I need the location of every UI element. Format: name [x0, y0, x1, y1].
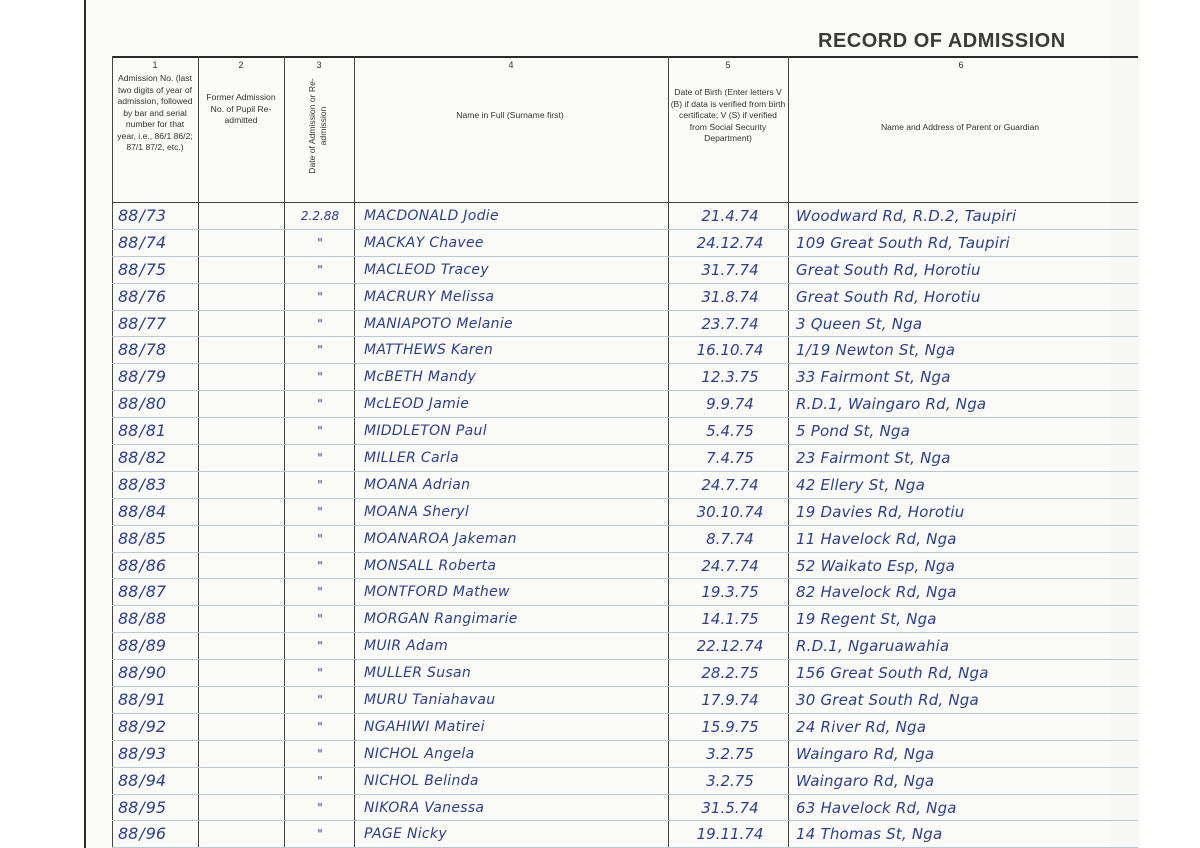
pupil-name: MUIR Adam [364, 638, 449, 655]
table-row [112, 203, 1138, 230]
admission-number [118, 207, 194, 225]
guardian-address: R.D.1, Ngaruawahia [796, 637, 950, 656]
admission-separator: / [139, 528, 145, 548]
admission-date: " [317, 504, 323, 519]
admission-year: 88 [118, 206, 139, 225]
guardian-address: Great South Rd, Horotiu [796, 260, 981, 279]
guardian-address: 19 Davies Rd, Horotiu [796, 502, 965, 521]
admission-number [118, 799, 194, 817]
pupil-name: MANIAPOTO Melanie [364, 315, 513, 332]
admission-year: 88 [118, 501, 139, 521]
column-number-4: 4 [508, 60, 514, 70]
date-of-birth: 31.7.74 [701, 260, 759, 279]
admission-number [118, 718, 194, 736]
pupil-name: MURU Taniahavau [364, 692, 496, 709]
admission-serial: 86 [145, 555, 167, 575]
date-of-birth: 31.5.74 [701, 798, 759, 817]
pupil-name: MONTFORD Mathew [364, 584, 510, 601]
admission-year: 88 [118, 421, 139, 441]
admission-year: 88 [118, 448, 139, 468]
admission-number [118, 368, 194, 386]
guardian-address: 156 Great South Rd, Nga [796, 664, 989, 683]
table-row [112, 418, 1138, 445]
admission-serial: 88 [145, 609, 167, 629]
admission-serial: 78 [145, 340, 167, 360]
admission-year: 88 [118, 313, 139, 333]
admission-date: " [317, 719, 323, 734]
admission-number [118, 691, 194, 709]
admission-number [118, 772, 194, 790]
guardian-address: 24 River Rd, Nga [796, 717, 927, 736]
admission-serial: 84 [145, 501, 167, 521]
admission-date: " [317, 477, 323, 492]
date-of-birth: 5.4.75 [706, 422, 754, 441]
admission-year: 88 [118, 636, 139, 656]
table-row [112, 606, 1138, 633]
admission-number [118, 234, 194, 252]
column-number-2: 2 [238, 60, 244, 70]
table-row [112, 499, 1138, 526]
pupil-name: NICHOL Angela [364, 745, 475, 762]
guardian-address: Great South Rd, Horotiu [796, 287, 981, 306]
admission-rows [112, 203, 1138, 848]
admission-serial: 75 [145, 259, 167, 279]
admission-year: 88 [118, 609, 139, 629]
admission-year: 88 [118, 340, 139, 360]
table-row [112, 741, 1138, 768]
admission-serial: 83 [145, 474, 167, 494]
admission-number [118, 315, 194, 333]
admission-separator: / [139, 286, 145, 306]
admission-year: 88 [118, 797, 139, 817]
admission-date: " [317, 800, 323, 815]
admission-separator: / [139, 474, 145, 494]
guardian-address: 5 Pond St, Nga [796, 422, 911, 441]
table-row [112, 687, 1138, 714]
pupil-name: McBETH Mandy [364, 369, 477, 386]
admission-separator: / [139, 743, 145, 763]
table-row [112, 579, 1138, 606]
admission-date: 2.2.88 [300, 209, 340, 223]
date-of-birth: 16.10.74 [696, 341, 764, 360]
admission-number [118, 664, 194, 682]
date-of-birth: 12.3.75 [701, 368, 759, 387]
guardian-address: Waingaro Rd, Nga [796, 744, 935, 763]
admission-number [118, 288, 194, 306]
guardian-address: 82 Havelock Rd, Nga [796, 583, 957, 602]
pupil-name: MOANA Sheryl [364, 503, 470, 520]
table-row [112, 445, 1138, 472]
table-row [112, 391, 1138, 418]
admission-number [118, 637, 194, 655]
admission-date: " [317, 558, 323, 573]
guardian-address: R.D.1, Waingaro Rd, Nga [796, 395, 987, 414]
admission-year: 88 [118, 663, 139, 683]
admission-date: " [317, 612, 323, 627]
admission-number [118, 557, 194, 575]
admission-date: " [317, 451, 323, 466]
admission-serial: 76 [145, 286, 167, 306]
admission-year: 88 [118, 286, 139, 306]
guardian-address: 42 Ellery St, Nga [796, 475, 925, 494]
date-of-birth: 30.10.74 [696, 502, 764, 521]
admission-date: " [317, 235, 323, 250]
table-row [112, 311, 1138, 338]
admission-year: 88 [118, 824, 139, 844]
admission-date: " [317, 316, 323, 331]
table-row [112, 364, 1138, 391]
admission-separator: / [139, 206, 145, 225]
admission-number [118, 745, 194, 763]
header-former-admission: Former Admission No. of Pupil Re-admitted [206, 92, 276, 125]
admission-date: " [317, 397, 323, 412]
table-row [112, 553, 1138, 580]
admission-number [118, 825, 194, 843]
pupil-name: NICHOL Belinda [364, 772, 479, 789]
admission-date: " [317, 773, 323, 788]
admission-year: 88 [118, 770, 139, 790]
date-of-birth: 14.1.75 [701, 610, 759, 629]
guardian-address: 19 Regent St, Nga [796, 610, 937, 629]
admission-serial: 93 [145, 743, 167, 763]
table-row [112, 660, 1138, 687]
admission-serial: 95 [145, 797, 167, 817]
guardian-address: 3 Queen St, Nga [796, 314, 923, 333]
admission-separator: / [139, 313, 145, 333]
date-of-birth: 24.7.74 [701, 475, 759, 494]
pupil-name: MOANAROA Jakeman [364, 530, 517, 547]
table-row [112, 257, 1138, 284]
admission-separator: / [139, 636, 145, 656]
admission-year: 88 [118, 232, 139, 252]
admission-serial: 85 [145, 528, 167, 548]
admission-separator: / [139, 663, 145, 683]
admission-serial: 82 [145, 448, 167, 468]
table-row [112, 633, 1138, 660]
date-of-birth: 19.11.74 [696, 825, 764, 844]
admission-date: " [317, 666, 323, 681]
admission-separator: / [139, 555, 145, 575]
table-row [112, 337, 1138, 364]
admission-separator: / [139, 770, 145, 790]
admission-serial: 90 [145, 663, 167, 683]
admission-year: 88 [118, 528, 139, 548]
page-title: RECORD OF ADMISSION [818, 30, 1066, 52]
column-number-3: 3 [316, 60, 322, 70]
column-number-5: 5 [725, 60, 731, 70]
guardian-address: 30 Great South Rd, Nga [796, 691, 979, 710]
pupil-name: MILLER Carla [364, 450, 460, 467]
admission-date: " [317, 585, 323, 600]
admission-date: " [317, 289, 323, 304]
admission-separator: / [139, 609, 145, 629]
admission-date: " [317, 827, 323, 842]
admission-number [118, 610, 194, 628]
admission-date: " [317, 262, 323, 277]
admission-number [118, 395, 194, 413]
pupil-name: MATTHEWS Karen [364, 342, 493, 359]
date-of-birth: 21.4.74 [701, 207, 759, 225]
table-row [112, 230, 1138, 257]
admission-date: " [317, 746, 323, 761]
admission-date: " [317, 531, 323, 546]
header-name-in-full: Name in Full (Surname first) [456, 110, 564, 120]
admission-date: " [317, 693, 323, 708]
admission-year: 88 [118, 582, 139, 602]
header-parent-guardian: Name and Address of Parent or Guardian [880, 122, 1040, 132]
column-number-1: 1 [152, 60, 158, 70]
pupil-name: NIKORA Vanessa [364, 799, 485, 816]
admission-date: " [317, 343, 323, 358]
pupil-name: MONSALL Roberta [364, 557, 497, 574]
table-row [112, 768, 1138, 795]
admission-separator: / [139, 716, 145, 736]
admission-serial: 91 [145, 690, 167, 710]
admission-serial: 96 [145, 824, 167, 844]
guardian-address: 52 Waikato Esp, Nga [796, 556, 956, 575]
admission-year: 88 [118, 367, 139, 387]
date-of-birth: 24.12.74 [696, 233, 764, 252]
guardian-address: 33 Fairmont St, Nga [796, 368, 951, 387]
pupil-name: NGAHIWI Matirei [364, 718, 485, 735]
admission-year: 88 [118, 716, 139, 736]
admission-year: 88 [118, 474, 139, 494]
admission-number [118, 476, 194, 494]
date-of-birth: 9.9.74 [706, 395, 754, 414]
date-of-birth: 23.7.74 [701, 314, 759, 333]
table-row [112, 821, 1138, 848]
date-of-birth: 22.12.74 [696, 637, 764, 656]
pupil-name: MOANA Adrian [364, 476, 471, 493]
guardian-address: 1/19 Newton St, Nga [796, 341, 956, 360]
date-of-birth: 24.7.74 [701, 556, 759, 575]
admission-separator: / [139, 690, 145, 710]
header-top-rule [112, 56, 1138, 58]
date-of-birth: 3.2.75 [706, 771, 754, 790]
table-row [112, 526, 1138, 553]
admission-year: 88 [118, 743, 139, 763]
admission-serial: 80 [145, 394, 167, 414]
guardian-address: 109 Great South Rd, Taupiri [796, 233, 1010, 252]
admission-number [118, 583, 194, 601]
date-of-birth: 19.3.75 [701, 583, 759, 602]
pupil-name: MACDONALD Jodie [364, 208, 499, 224]
admission-number [118, 341, 194, 359]
pupil-name: MACKAY Chavee [364, 234, 484, 251]
guardian-address: 23 Fairmont St, Nga [796, 449, 951, 468]
guardian-address: 63 Havelock Rd, Nga [796, 798, 957, 817]
guardian-address: 11 Havelock Rd, Nga [796, 529, 957, 548]
admission-separator: / [139, 259, 145, 279]
admission-year: 88 [118, 394, 139, 414]
pupil-name: MACLEOD Tracey [364, 261, 489, 278]
table-row [112, 472, 1138, 499]
admission-date: " [317, 424, 323, 439]
date-of-birth: 3.2.75 [706, 744, 754, 763]
admission-separator: / [139, 367, 145, 387]
header-admission-no: Admission No. (last two digits of year of admission, followed by bar and serial number for that year, i.e., 86/1 86/2; 87/1 87/2, etc.) [117, 73, 193, 152]
date-of-birth: 31.8.74 [701, 287, 759, 306]
admission-separator: / [139, 582, 145, 602]
admission-serial: 74 [145, 232, 167, 252]
pupil-name: MIDDLETON Paul [364, 423, 487, 440]
admission-year: 88 [118, 259, 139, 279]
admission-serial: 89 [145, 636, 167, 656]
admission-number [118, 503, 194, 521]
header-date-of-admission [288, 72, 348, 180]
pupil-name: MORGAN Rangimarie [364, 611, 518, 628]
admission-separator: / [139, 501, 145, 521]
date-of-birth: 28.2.75 [701, 664, 759, 683]
date-of-birth: 15.9.75 [701, 717, 759, 736]
admission-date: " [317, 370, 323, 385]
admission-separator: / [139, 421, 145, 441]
admission-serial: 77 [145, 313, 167, 333]
pupil-name: MACRURY Melissa [364, 288, 495, 305]
admission-date: " [317, 639, 323, 654]
table-row [112, 714, 1138, 741]
guardian-address: Woodward Rd, R.D.2, Taupiri [796, 207, 1017, 225]
guardian-address: 14 Thomas St, Nga [796, 825, 943, 844]
pupil-name: MULLER Susan [364, 665, 472, 682]
date-of-birth: 7.4.75 [706, 449, 754, 468]
pupil-name: McLEOD Jamie [364, 396, 470, 413]
admission-year: 88 [118, 555, 139, 575]
admission-separator: / [139, 797, 145, 817]
header-date-of-admission-label: Date of Admission or Re-admission [307, 78, 328, 174]
column-number-6: 6 [958, 60, 964, 70]
admission-number [118, 261, 194, 279]
admission-number [118, 530, 194, 548]
admission-serial: 92 [145, 716, 167, 736]
admission-year: 88 [118, 690, 139, 710]
table-row [112, 795, 1138, 822]
admission-serial: 87 [145, 582, 167, 602]
admission-number [118, 422, 194, 440]
admission-separator: / [139, 394, 145, 414]
admission-number [118, 449, 194, 467]
date-of-birth: 17.9.74 [701, 691, 759, 710]
admission-separator: / [139, 824, 145, 844]
admission-separator: / [139, 340, 145, 360]
admission-serial: 79 [145, 367, 167, 387]
admission-serial: 81 [145, 421, 167, 441]
pupil-name: PAGE Nicky [364, 826, 447, 843]
table-row [112, 284, 1138, 311]
admission-separator: / [139, 448, 145, 468]
admission-serial: 94 [145, 770, 167, 790]
date-of-birth: 8.7.74 [706, 529, 754, 548]
header-date-of-birth: Date of Birth (Enter letters V (B) if data is verified from birth certificate; V (S) if verified from Social Security Department) [670, 87, 786, 143]
admission-serial: 73 [145, 206, 167, 225]
admission-separator: / [139, 232, 145, 252]
guardian-address: Waingaro Rd, Nga [796, 771, 935, 790]
